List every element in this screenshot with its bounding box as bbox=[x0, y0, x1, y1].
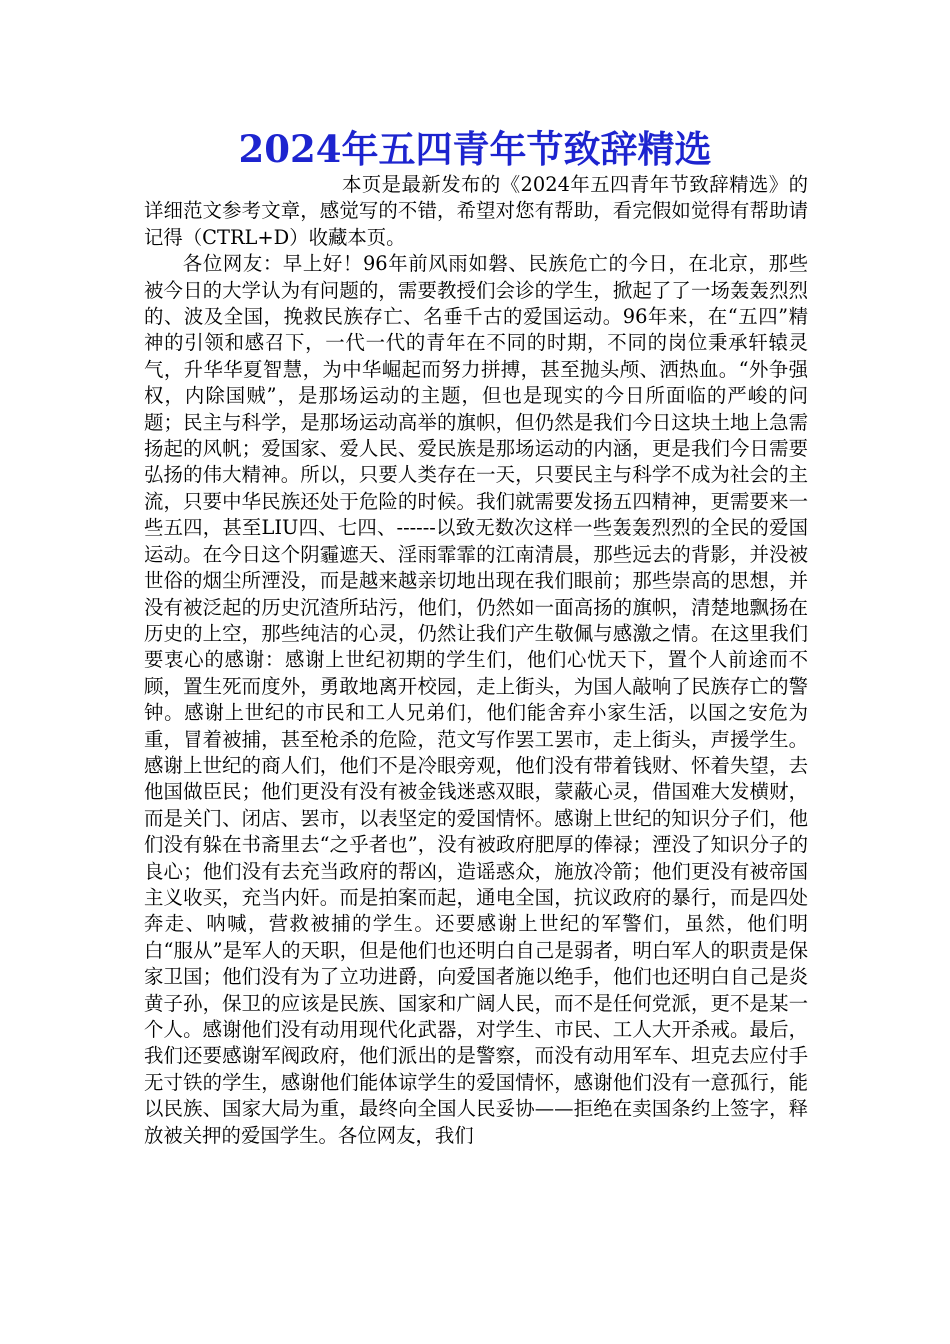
document-title: 2024年五四青年节致辞精选 bbox=[238, 127, 712, 171]
intro-paragraph: 本页是最新发布的《2024年五四青年节致辞精选》的详细范文参考文章，感觉写的不错，希望对您有帮助，看完假如觉得有帮助请记得（CTRL+D）收藏本页。 bbox=[144, 173, 808, 249]
speech-paragraph: 各位网友：早上好！96年前风雨如磐、民族危亡的今日，在北京，那些被今日的大学认为有问题的，需要教授们会诊的学生，掀起了了一场轰轰烈烈的、波及全国，挽救民族存亡、名垂千古的爱国运动。96年来，在“五四”精神的引领和感召下，一代一代的青年在不同的时期，不同的岗位秉承轩辕灵气，升华华夏智慧，为中华崛起而努力拼搏，甚至抛头颅、洒热血。“外争强权，内除国贼”，是那场运动的主题，但也是现实的今日所面临的严峻的问题；民主与科学，是那场运动高举的旗帜，但仍然是我们今日这块土地上急需扬起的风帆；爱国家、爱人民、爱民族是那场运动的内涵，更是我们今日需要弘扬的伟大精神。所以，只要人类存在一天，只要民主与科学不成为社会的主流，只要中华民族还处于危险的时候。我们就需要发扬五四精神，更需要来一些五四，甚至LIU四、七四、------以致无数次这样一些轰轰烈烈的全民的爱国运动。在今日这个阴霾遮天、淫雨霏霏的江南清晨，那些远去的背影，并没被世俗的烟尘所湮没，而是越来越亲切地出现在我们眼前；那些崇高的思想，并没有被泛起的历史沉渣所玷污，他们，仍然如一面高扬的旗帜，清楚地飘扬在历史的上空，那些纯洁的心灵，仍然让我们产生敬佩与感激之情。在这里我们要衷心的感谢：感谢上世纪初期的学生们，他们心忧天下，置个人前途而不顾，置生死而度外，勇敢地离开校园，走上街头，为国人敲响了民族存亡的警钟。感谢上世纪的市民和工人兄弟们，他们能舍弃小家生活，以国之安危为重，冒着被捕，甚至枪杀的危险，范文写作罢工罢市，走上街头，声援学生。感谢上世纪的商人们，他们不是冷眼旁观，他们没有带着钱财、怀着失望，去他国做臣民；他们更没有没有被金钱迷惑双眼，蒙蔽心灵，借国难大发横财，而是关门、闭店、罢市，以表坚定的爱国情怀。感谢上世纪的知识分子们，他们没有躲在书斋里去“之乎者也”，没有被政府肥厚的俸禄；湮没了知识分子的良心；他们没有去充当政府的帮凶，造谣惑众，施放冷箭；他们更没有被帝国主义收买，充当内奸。而是拍案而起，通电全国，抗议政府的暴行，而是四处奔走、呐喊，营救被捕的学生。还要感谢上世纪的军警们，虽然，他们明白“服从”是军人的天职，但是他们也还明白自己是弱者，明白军人的职责是保家卫国；他们没有为了立功进爵，向爱国者施以绝手，他们也还明白自己是炎黄子孙，保卫的应该是民族、国家和广阔人民，而不是任何党派，更不是某一个人。感谢他们没有动用现代化武器，对学生、市民、工人大开杀戒。最后，我们还要感谢军阀政府，他们派出的是警察，而没有动用军车、坦克去应付手无寸铁的学生，感谢他们能体谅学生的爱国情怀，感谢他们没有一意孤行，能以民族、国家大局为重，最终向全国人民妥协——拒绝在卖国条约上签字，释放被关押的爱国学生。各位网友，我们 bbox=[144, 252, 808, 1147]
document-body bbox=[144, 172, 808, 1149]
